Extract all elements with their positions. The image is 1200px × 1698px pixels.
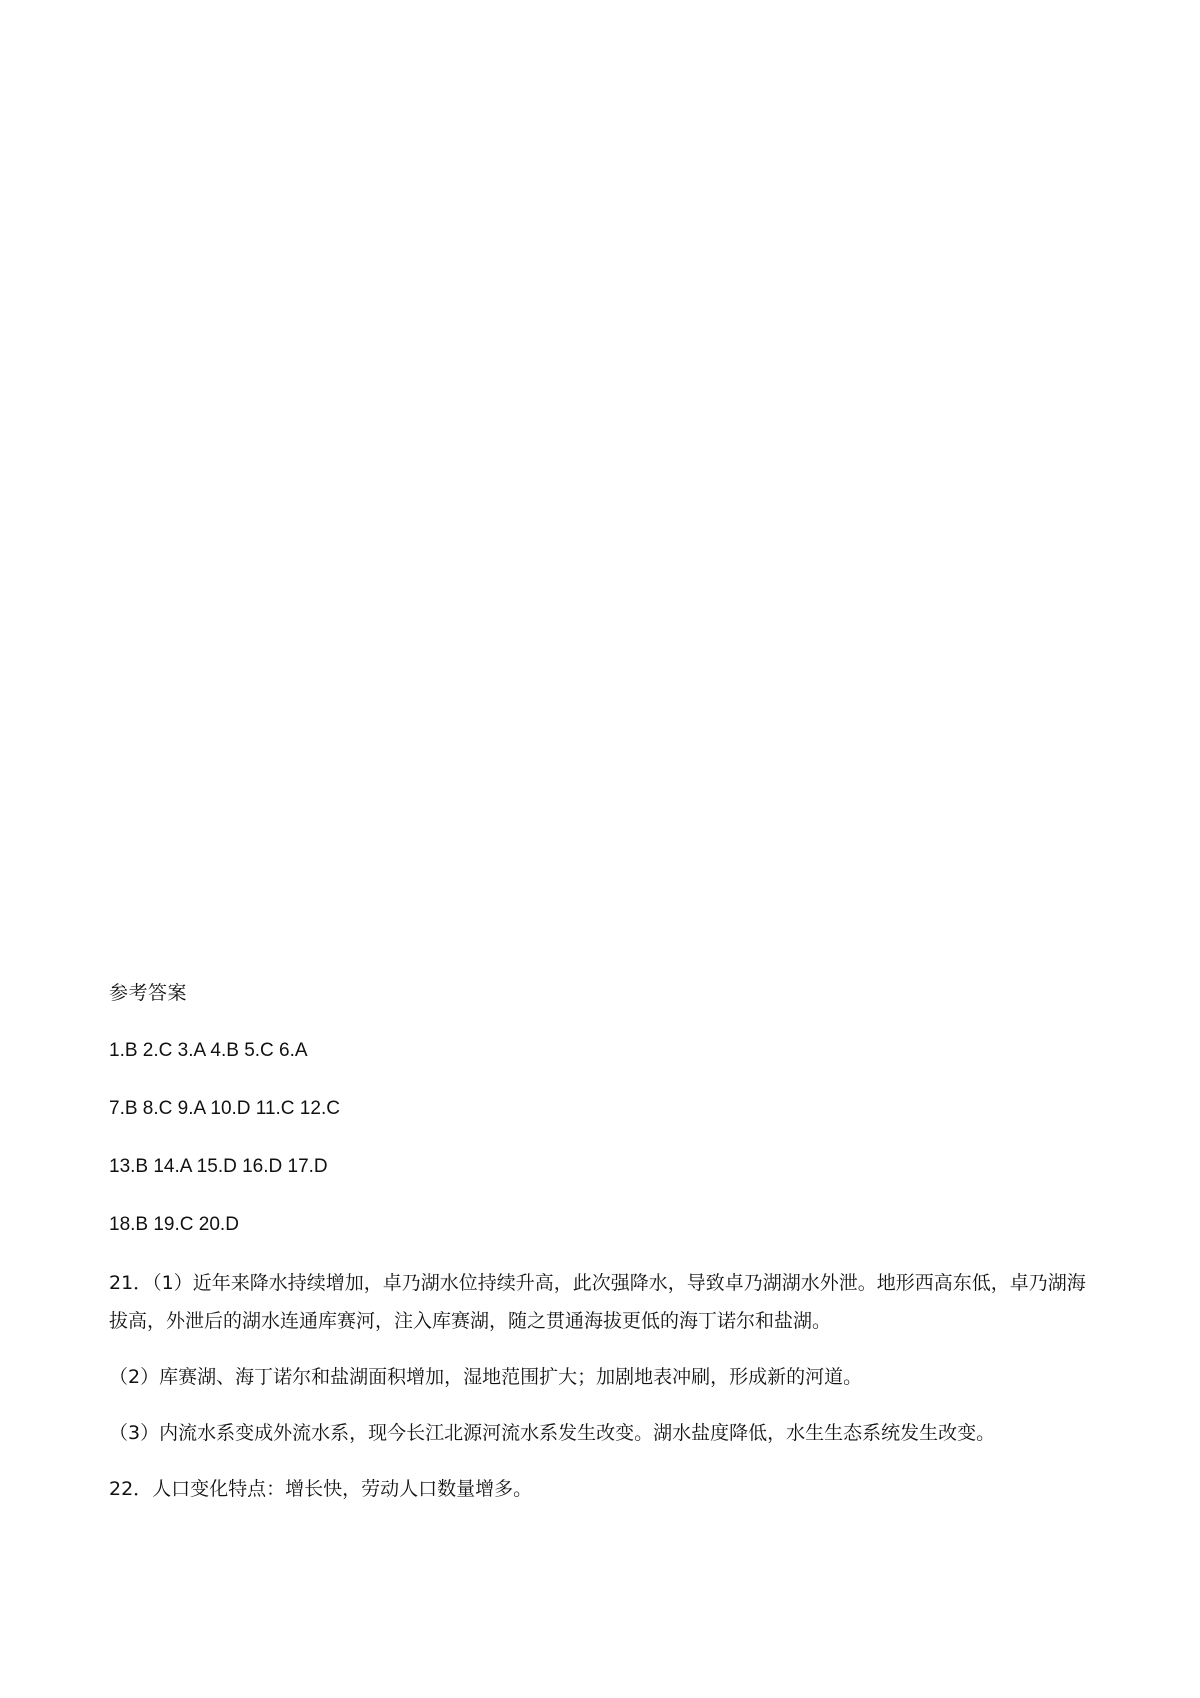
q21-part3: （3）内流水系变成外流水系，现今长江北源河流水系发生改变。湖水盐度降低，水生生态系统发生改变。 bbox=[109, 1422, 996, 1444]
q21-part1: 21．（1）近年来降水持续增加，卓乃湖水位持续升高，此次强降水，导致卓乃湖湖水外泄。地形西高东低，卓乃湖海拔高，外泄后的湖水连通库赛河，注入库赛湖，随之贯通海拔更低的海丁诺尔和盐湖。 bbox=[109, 1272, 1086, 1332]
answer-line-4: 18.B 19.C 20.D bbox=[109, 1214, 239, 1235]
q22-answer: 22．人口变化特点：增长快，劳动人口数量增多。 bbox=[109, 1478, 533, 1500]
q21-part2: （2）库赛湖、海丁诺尔和盐湖面积增加，湿地范围扩大；加剧地表冲刷，形成新的河道。 bbox=[109, 1366, 863, 1388]
answer-line-1: 1.B 2.C 3.A 4.B 5.C 6.A bbox=[109, 1040, 308, 1061]
answer-line-2: 7.B 8.C 9.A 10.D 11.C 12.C bbox=[109, 1098, 340, 1119]
answer-heading: 参考答案 bbox=[109, 982, 188, 1004]
answer-line-3: 13.B 14.A 15.D 16.D 17.D bbox=[109, 1156, 328, 1177]
answer-section bbox=[109, 974, 1099, 1526]
